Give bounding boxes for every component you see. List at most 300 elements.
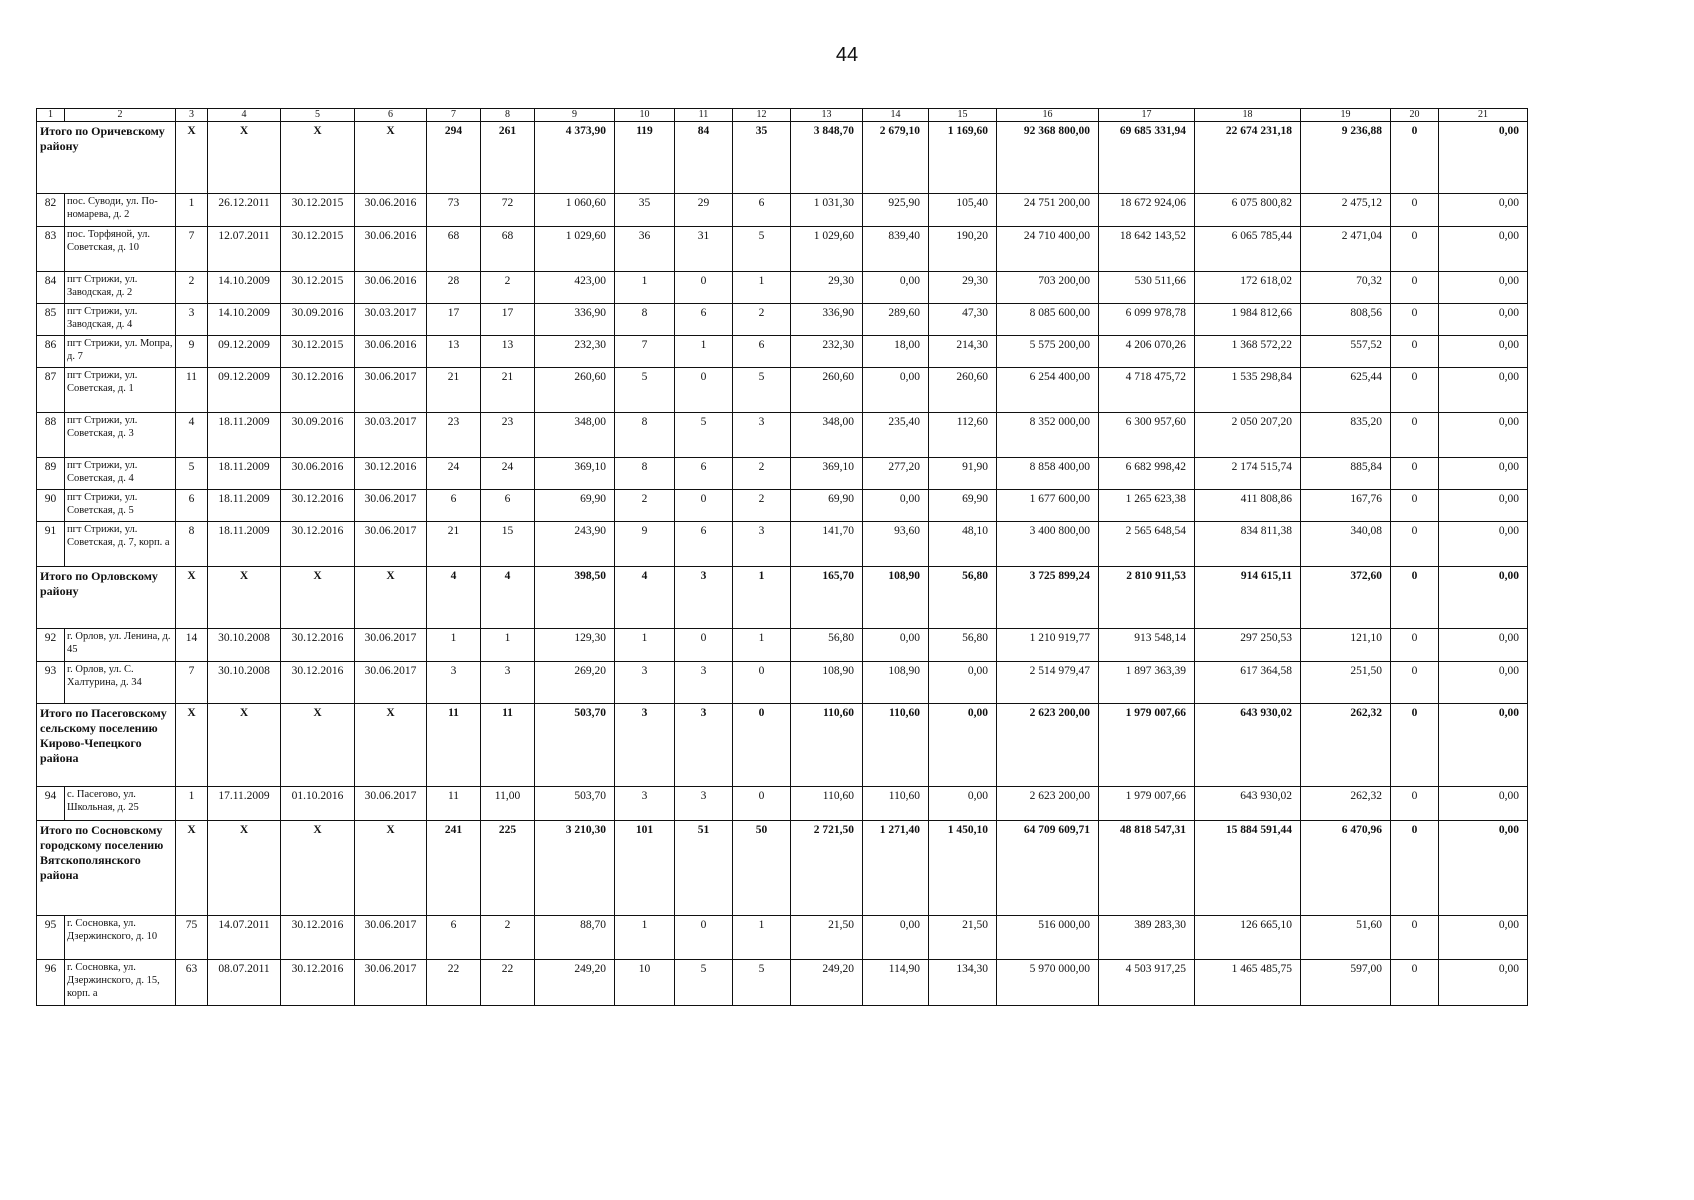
table-cell: 0,00 xyxy=(1439,629,1528,662)
subtotal-cell: Х xyxy=(355,704,427,787)
subtotal-cell: 0,00 xyxy=(1439,122,1528,194)
subtotal-label: Итого по Пасеговскому сельскому поселению Кирово-Чепецкого района xyxy=(37,704,176,787)
table-cell: 2 475,12 xyxy=(1301,194,1391,227)
address-cell: пгт Стрижи, ул. Советская, д. 4 xyxy=(65,458,176,490)
table-cell: 12.07.2011 xyxy=(208,227,281,272)
table-cell: 0 xyxy=(733,787,791,821)
table-cell: 0 xyxy=(1391,413,1439,458)
subtotal-cell: 101 xyxy=(615,821,675,916)
table-cell: 13 xyxy=(427,336,481,368)
table-cell: 0,00 xyxy=(863,272,929,304)
table-cell: 0,00 xyxy=(863,629,929,662)
table-cell: 232,30 xyxy=(791,336,863,368)
subtotal-cell: Х xyxy=(281,567,355,629)
row-number: 83 xyxy=(37,227,65,272)
table-cell: 28 xyxy=(427,272,481,304)
table-cell: 0 xyxy=(1391,194,1439,227)
subtotal-cell: Х xyxy=(208,704,281,787)
table-row xyxy=(37,458,1528,490)
table-cell: 18 642 143,52 xyxy=(1099,227,1195,272)
subtotal-cell: 110,60 xyxy=(791,704,863,787)
subtotal-cell: 92 368 800,00 xyxy=(997,122,1099,194)
column-number: 12 xyxy=(733,109,791,122)
table-cell: 0 xyxy=(1391,522,1439,567)
table-cell: 73 xyxy=(427,194,481,227)
table-cell: 69,90 xyxy=(929,490,997,522)
table-cell: 885,84 xyxy=(1301,458,1391,490)
table-cell: 114,90 xyxy=(863,960,929,1006)
table-cell: 5 575 200,00 xyxy=(997,336,1099,368)
table-cell: 5 xyxy=(733,368,791,413)
table-cell: 262,32 xyxy=(1301,787,1391,821)
table-cell: 30.06.2016 xyxy=(355,336,427,368)
subtotal-cell: 11 xyxy=(427,704,481,787)
address-cell: пос. Суводи, ул. По-номарева, д. 2 xyxy=(65,194,176,227)
table-cell: 2 xyxy=(733,458,791,490)
table-cell: 0,00 xyxy=(1439,336,1528,368)
table-cell: 3 xyxy=(675,787,733,821)
table-cell: 597,00 xyxy=(1301,960,1391,1006)
row-number: 85 xyxy=(37,304,65,336)
subtotal-cell: 914 615,11 xyxy=(1195,567,1301,629)
column-number: 16 xyxy=(997,109,1099,122)
table-cell: 18.11.2009 xyxy=(208,522,281,567)
subtotal-cell: 398,50 xyxy=(535,567,615,629)
subtotal-cell: Х xyxy=(208,567,281,629)
subtotal-cell: 4 xyxy=(427,567,481,629)
table-cell: 6 300 957,60 xyxy=(1099,413,1195,458)
table-cell: 0,00 xyxy=(929,662,997,704)
table-cell: 369,10 xyxy=(535,458,615,490)
table-cell: 0 xyxy=(675,490,733,522)
table-cell: 22 xyxy=(481,960,535,1006)
table-cell: 30.12.2016 xyxy=(281,490,355,522)
table-cell: 30.06.2017 xyxy=(355,368,427,413)
table-cell: 0,00 xyxy=(1439,960,1528,1006)
table-cell: 2 471,04 xyxy=(1301,227,1391,272)
table-row xyxy=(37,960,1528,1006)
table-cell: 3 xyxy=(733,522,791,567)
table-cell: 110,60 xyxy=(863,787,929,821)
table-row xyxy=(37,336,1528,368)
table-cell: 23 xyxy=(481,413,535,458)
table-cell: 557,52 xyxy=(1301,336,1391,368)
table-cell: 108,90 xyxy=(863,662,929,704)
subtotal-cell: 261 xyxy=(481,122,535,194)
table-cell: 21 xyxy=(427,368,481,413)
subtotal-cell: 1 169,60 xyxy=(929,122,997,194)
table-cell: 23 xyxy=(427,413,481,458)
table-cell: 56,80 xyxy=(791,629,863,662)
table-cell: 88,70 xyxy=(535,916,615,960)
table-cell: 1 979 007,66 xyxy=(1099,787,1195,821)
row-number: 95 xyxy=(37,916,65,960)
table-cell: 24 xyxy=(481,458,535,490)
table-cell: 1 060,60 xyxy=(535,194,615,227)
table-cell: 336,90 xyxy=(791,304,863,336)
table-row xyxy=(37,194,1528,227)
table-cell: 22 xyxy=(427,960,481,1006)
row-number: 84 xyxy=(37,272,65,304)
subtotal-label: Итого по Сосновскому городскому поселению Вятскополянского района xyxy=(37,821,176,916)
table-cell: 6 682 998,42 xyxy=(1099,458,1195,490)
table-cell: 348,00 xyxy=(535,413,615,458)
table-cell: 29 xyxy=(675,194,733,227)
table-cell: 214,30 xyxy=(929,336,997,368)
table-cell: 21 xyxy=(427,522,481,567)
table-cell: 129,30 xyxy=(535,629,615,662)
table-cell: 6 xyxy=(427,490,481,522)
subtotal-cell: 2 623 200,00 xyxy=(997,704,1099,787)
subtotal-cell: 3 725 899,24 xyxy=(997,567,1099,629)
table-cell: 0,00 xyxy=(1439,916,1528,960)
table-cell: 3 xyxy=(615,662,675,704)
table-cell: 5 xyxy=(176,458,208,490)
table-cell: 18,00 xyxy=(863,336,929,368)
subtotal-cell: 0 xyxy=(1391,567,1439,629)
table-cell: 0 xyxy=(1391,272,1439,304)
table-cell: 0,00 xyxy=(863,490,929,522)
table-cell: 925,90 xyxy=(863,194,929,227)
table-cell: 2 565 648,54 xyxy=(1099,522,1195,567)
table-cell: 7 xyxy=(176,662,208,704)
subtotal-cell: Х xyxy=(176,122,208,194)
table-cell: 3 400 800,00 xyxy=(997,522,1099,567)
table-cell: 70,32 xyxy=(1301,272,1391,304)
address-cell: пгт Стрижи, ул. Мопра, д. 7 xyxy=(65,336,176,368)
table-cell: 235,40 xyxy=(863,413,929,458)
table-cell: 8 xyxy=(615,458,675,490)
table-cell: 643 930,02 xyxy=(1195,787,1301,821)
subtotal-cell: 0,00 xyxy=(1439,821,1528,916)
column-number: 1 xyxy=(37,109,65,122)
table-cell: 703 200,00 xyxy=(997,272,1099,304)
table-cell: 2 050 207,20 xyxy=(1195,413,1301,458)
table-cell: 0 xyxy=(1391,304,1439,336)
table-cell: 63 xyxy=(176,960,208,1006)
table-cell: 13 xyxy=(481,336,535,368)
subtotal-cell: 0,00 xyxy=(1439,567,1528,629)
table-cell: 2 xyxy=(733,304,791,336)
table-cell: 423,00 xyxy=(535,272,615,304)
subtotal-row xyxy=(37,567,1528,629)
column-number: 5 xyxy=(281,109,355,122)
table-cell: 105,40 xyxy=(929,194,997,227)
table-cell: 0 xyxy=(1391,629,1439,662)
table-cell: 0 xyxy=(1391,662,1439,704)
table-cell: 1 xyxy=(733,916,791,960)
table-cell: 11 xyxy=(176,368,208,413)
table-cell: 48,10 xyxy=(929,522,997,567)
table-cell: 5 xyxy=(615,368,675,413)
table-cell: 834 811,38 xyxy=(1195,522,1301,567)
page-number: 44 xyxy=(835,44,859,66)
table-cell: 110,60 xyxy=(791,787,863,821)
table-cell: 4 503 917,25 xyxy=(1099,960,1195,1006)
table-cell: 30.12.2016 xyxy=(281,916,355,960)
address-cell: пгт Стрижи, ул. Заводская, д. 2 xyxy=(65,272,176,304)
subtotal-cell: 56,80 xyxy=(929,567,997,629)
subtotal-cell: 2 721,50 xyxy=(791,821,863,916)
table-cell: 269,20 xyxy=(535,662,615,704)
apartment-housing-table xyxy=(36,108,1528,1006)
table-cell: 0 xyxy=(675,629,733,662)
table-cell: 14.07.2011 xyxy=(208,916,281,960)
table-cell: 30.09.2016 xyxy=(281,304,355,336)
subtotal-cell: 108,90 xyxy=(863,567,929,629)
table-row xyxy=(37,490,1528,522)
table-row xyxy=(37,272,1528,304)
table-cell: 0 xyxy=(1391,787,1439,821)
table-cell: 7 xyxy=(615,336,675,368)
table-cell: 5 xyxy=(733,960,791,1006)
row-number: 94 xyxy=(37,787,65,821)
column-number: 10 xyxy=(615,109,675,122)
table-cell: 30.12.2016 xyxy=(281,368,355,413)
table-cell: 839,40 xyxy=(863,227,929,272)
subtotal-cell: 165,70 xyxy=(791,567,863,629)
subtotal-cell: 1 xyxy=(733,567,791,629)
table-cell: 121,10 xyxy=(1301,629,1391,662)
table-row xyxy=(37,368,1528,413)
table-cell: 1 xyxy=(481,629,535,662)
table-cell: 0 xyxy=(1391,960,1439,1006)
table-cell: 24 751 200,00 xyxy=(997,194,1099,227)
subtotal-cell: 2 679,10 xyxy=(863,122,929,194)
column-number: 4 xyxy=(208,109,281,122)
table-cell: 340,08 xyxy=(1301,522,1391,567)
address-cell: пос. Торфяной, ул. Советская, д. 10 xyxy=(65,227,176,272)
table-cell: 08.07.2011 xyxy=(208,960,281,1006)
table-cell: 01.10.2016 xyxy=(281,787,355,821)
table-cell: 411 808,86 xyxy=(1195,490,1301,522)
table-cell: 4 xyxy=(176,413,208,458)
table-cell: 0,00 xyxy=(863,368,929,413)
subtotal-cell: 643 930,02 xyxy=(1195,704,1301,787)
table-cell: 336,90 xyxy=(535,304,615,336)
table-cell: 0 xyxy=(1391,916,1439,960)
column-number: 14 xyxy=(863,109,929,122)
subtotal-cell: 110,60 xyxy=(863,704,929,787)
subtotal-cell: 0 xyxy=(1391,821,1439,916)
table-cell: 30.10.2008 xyxy=(208,629,281,662)
address-cell: с. Пасегово, ул. Школьная, д. 25 xyxy=(65,787,176,821)
table-cell: 1 xyxy=(675,336,733,368)
table-cell: 112,60 xyxy=(929,413,997,458)
subtotal-cell: 0,00 xyxy=(929,704,997,787)
row-number: 90 xyxy=(37,490,65,522)
subtotal-cell: Х xyxy=(176,821,208,916)
table-cell: 8 xyxy=(615,413,675,458)
table-cell: 75 xyxy=(176,916,208,960)
table-cell: 30.06.2017 xyxy=(355,490,427,522)
row-number: 93 xyxy=(37,662,65,704)
subtotal-cell: 35 xyxy=(733,122,791,194)
table-cell: 530 511,66 xyxy=(1099,272,1195,304)
table-cell: 0,00 xyxy=(1439,227,1528,272)
subtotal-cell: 119 xyxy=(615,122,675,194)
column-number: 3 xyxy=(176,109,208,122)
subtotal-cell: 0,00 xyxy=(1439,704,1528,787)
subtotal-cell: 51 xyxy=(675,821,733,916)
table-cell: 51,60 xyxy=(1301,916,1391,960)
table-cell: 9 xyxy=(176,336,208,368)
table-cell: 0,00 xyxy=(1439,490,1528,522)
table-cell: 2 xyxy=(615,490,675,522)
subtotal-cell: 50 xyxy=(733,821,791,916)
table-cell: 47,30 xyxy=(929,304,997,336)
table-cell: 0,00 xyxy=(1439,522,1528,567)
table-cell: 09.12.2009 xyxy=(208,368,281,413)
table-cell: 249,20 xyxy=(791,960,863,1006)
row-number: 91 xyxy=(37,522,65,567)
table-row xyxy=(37,629,1528,662)
table-cell: 6 xyxy=(481,490,535,522)
table-cell: 18.11.2009 xyxy=(208,413,281,458)
subtotal-cell: Х xyxy=(355,122,427,194)
table-cell: 9 xyxy=(615,522,675,567)
table-cell: 35 xyxy=(615,194,675,227)
table-cell: 1 xyxy=(615,272,675,304)
column-number: 15 xyxy=(929,109,997,122)
table-cell: 0 xyxy=(675,272,733,304)
table-cell: 17.11.2009 xyxy=(208,787,281,821)
table-cell: 3 xyxy=(615,787,675,821)
table-cell: 30.12.2015 xyxy=(281,227,355,272)
table-cell: 30.06.2017 xyxy=(355,787,427,821)
subtotal-cell: 4 xyxy=(615,567,675,629)
table-cell: 1 xyxy=(733,629,791,662)
table-cell: 21 xyxy=(481,368,535,413)
table-cell: 289,60 xyxy=(863,304,929,336)
table-row xyxy=(37,227,1528,272)
table-cell: 3 xyxy=(733,413,791,458)
table-cell: 6 xyxy=(733,336,791,368)
address-cell: пгт Стрижи, ул. Заводская, д. 4 xyxy=(65,304,176,336)
table-cell: 69,90 xyxy=(791,490,863,522)
subtotal-cell: Х xyxy=(281,704,355,787)
subtotal-cell: Х xyxy=(208,122,281,194)
table-cell: 913 548,14 xyxy=(1099,629,1195,662)
table-cell: 30.06.2017 xyxy=(355,960,427,1006)
table-cell: 2 xyxy=(176,272,208,304)
table-cell: 835,20 xyxy=(1301,413,1391,458)
table-cell: 1 210 919,77 xyxy=(997,629,1099,662)
subtotal-cell: 6 470,96 xyxy=(1301,821,1391,916)
row-number: 86 xyxy=(37,336,65,368)
table-cell: 14.10.2009 xyxy=(208,272,281,304)
table-cell: 1 265 623,38 xyxy=(1099,490,1195,522)
table-cell: 134,30 xyxy=(929,960,997,1006)
table-cell: 108,90 xyxy=(791,662,863,704)
subtotal-cell: 4 373,90 xyxy=(535,122,615,194)
table-cell: 1 897 363,39 xyxy=(1099,662,1195,704)
table-cell: 0 xyxy=(1391,227,1439,272)
table-cell: 30.06.2017 xyxy=(355,629,427,662)
table-cell: 0 xyxy=(1391,458,1439,490)
subtotal-cell: 225 xyxy=(481,821,535,916)
column-number: 8 xyxy=(481,109,535,122)
table-cell: 4 718 475,72 xyxy=(1099,368,1195,413)
table-cell: 6 xyxy=(675,522,733,567)
table-cell: 30.12.2016 xyxy=(281,960,355,1006)
table-cell: 167,76 xyxy=(1301,490,1391,522)
table-cell: 126 665,10 xyxy=(1195,916,1301,960)
table-cell: 30.12.2015 xyxy=(281,194,355,227)
table-cell: 190,20 xyxy=(929,227,997,272)
table-cell: 0,00 xyxy=(1439,272,1528,304)
subtotal-cell: 69 685 331,94 xyxy=(1099,122,1195,194)
table-cell: 0 xyxy=(1391,336,1439,368)
table-cell: 3 xyxy=(427,662,481,704)
table-row xyxy=(37,304,1528,336)
table-cell: 6 075 800,82 xyxy=(1195,194,1301,227)
table-cell: 30.09.2016 xyxy=(281,413,355,458)
table-cell: 0,00 xyxy=(929,787,997,821)
table-cell: 277,20 xyxy=(863,458,929,490)
table-cell: 30.10.2008 xyxy=(208,662,281,704)
subtotal-cell: 3 xyxy=(615,704,675,787)
column-number: 17 xyxy=(1099,109,1195,122)
table-cell: 56,80 xyxy=(929,629,997,662)
table-cell: 69,90 xyxy=(535,490,615,522)
table-cell: 0,00 xyxy=(1439,368,1528,413)
row-number: 87 xyxy=(37,368,65,413)
column-number: 9 xyxy=(535,109,615,122)
table-cell: 6 254 400,00 xyxy=(997,368,1099,413)
address-cell: пгт Стрижи, ул. Советская, д. 3 xyxy=(65,413,176,458)
table-cell: 389 283,30 xyxy=(1099,916,1195,960)
table-cell: 1 029,60 xyxy=(791,227,863,272)
subtotal-cell: 84 xyxy=(675,122,733,194)
table-cell: 1 465 485,75 xyxy=(1195,960,1301,1006)
table-cell: 14 xyxy=(176,629,208,662)
subtotal-cell: 2 810 911,53 xyxy=(1099,567,1195,629)
table-cell: 2 xyxy=(733,490,791,522)
subtotal-cell: 9 236,88 xyxy=(1301,122,1391,194)
table-cell: 15 xyxy=(481,522,535,567)
table-cell: 1 xyxy=(733,272,791,304)
table-cell: 21,50 xyxy=(929,916,997,960)
table-cell: 14.10.2009 xyxy=(208,304,281,336)
table-cell: 17 xyxy=(427,304,481,336)
column-number: 2 xyxy=(65,109,176,122)
subtotal-cell: 64 709 609,71 xyxy=(997,821,1099,916)
table-cell: 30.12.2016 xyxy=(281,662,355,704)
table-cell: 0 xyxy=(1391,368,1439,413)
subtotal-cell: 372,60 xyxy=(1301,567,1391,629)
table-cell: 24 710 400,00 xyxy=(997,227,1099,272)
table-cell: 1 984 812,66 xyxy=(1195,304,1301,336)
subtotal-row xyxy=(37,122,1528,194)
column-number: 11 xyxy=(675,109,733,122)
table-cell: 36 xyxy=(615,227,675,272)
table-cell: 18.11.2009 xyxy=(208,458,281,490)
address-cell: г. Сосновка, ул. Дзержинского, д. 15, корп. а xyxy=(65,960,176,1006)
table-cell: 260,60 xyxy=(929,368,997,413)
table-cell: 232,30 xyxy=(535,336,615,368)
subtotal-cell: 4 xyxy=(481,567,535,629)
address-cell: пгт Стрижи, ул. Советская, д. 7, корп. а xyxy=(65,522,176,567)
table-cell: 2 xyxy=(481,916,535,960)
table-cell: 1 xyxy=(615,916,675,960)
table-cell: 503,70 xyxy=(535,787,615,821)
row-number: 88 xyxy=(37,413,65,458)
table-cell: 17 xyxy=(481,304,535,336)
table-row xyxy=(37,916,1528,960)
table-cell: 0,00 xyxy=(1439,304,1528,336)
table-cell: 10 xyxy=(615,960,675,1006)
